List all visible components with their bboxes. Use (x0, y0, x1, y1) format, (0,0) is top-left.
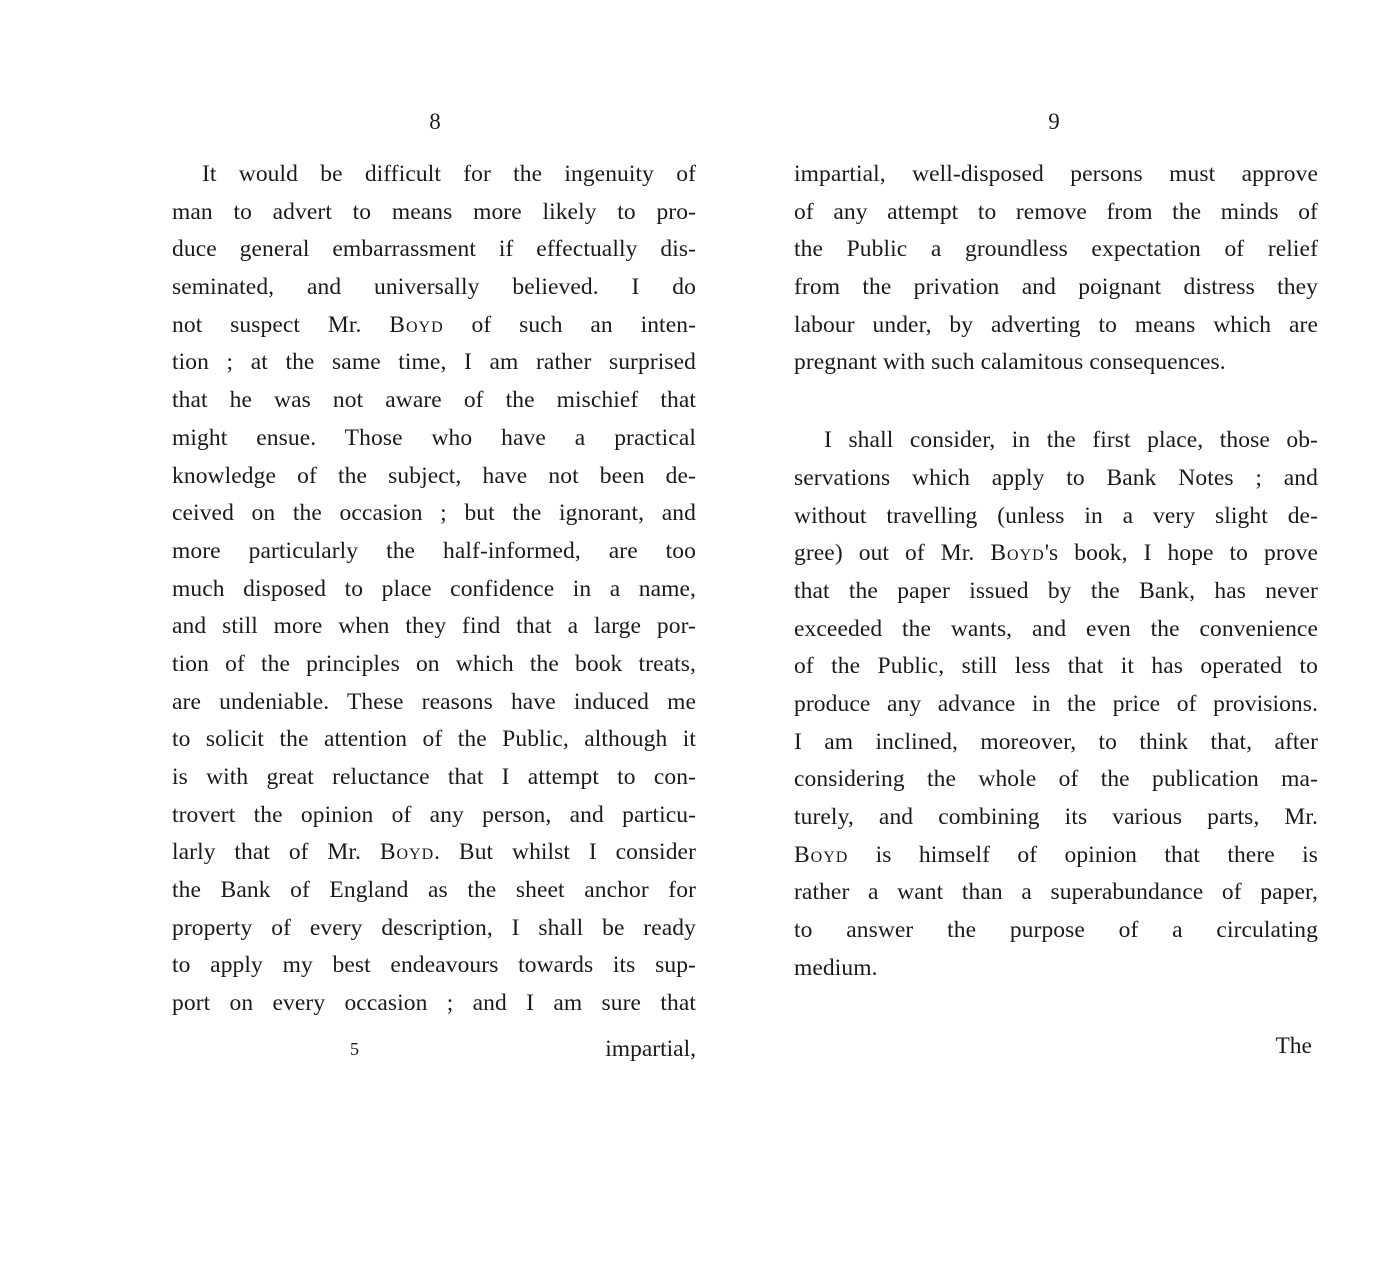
text-line: might ensue. Those who have a practical (172, 424, 696, 451)
text-line: duce general embarrassment if effectually dis- (172, 236, 696, 263)
text-line: turely, and combining its various parts, Mr. (794, 804, 1318, 830)
text-line: to answer the purpose of a circulating (794, 917, 1318, 944)
page-number-right: 9 (1048, 109, 1060, 134)
paragraph-gap (794, 382, 1318, 422)
text-line: much disposed to place confidence in a name, (172, 575, 696, 602)
text-segment: 's book, I hope to prove (1044, 540, 1318, 567)
text-segment: gree) out of Mr. (794, 540, 991, 567)
text-segment: of such an inten- (443, 311, 696, 338)
text-line: without travelling (unless in a very slight de- (794, 502, 1318, 529)
text-line (172, 307, 696, 345)
text-segment: not suspect Mr. (172, 311, 390, 338)
text-line: pregnant with such calamitous consequences. (794, 349, 1226, 376)
text-line: tion of the principles on which the book treats, (172, 650, 696, 677)
text-segment: . But whilst I consider (434, 839, 696, 866)
catchword-left: impartial, (605, 1036, 696, 1062)
name-smallcaps: Boyd (379, 839, 435, 866)
text-line: the Bank of England as the sheet anchor for (172, 877, 696, 904)
text-line: impartial, well-disposed persons must approve (794, 161, 1318, 187)
name-smallcaps: Boyd (990, 540, 1045, 567)
text-line: more particularly the half-informed, are too (172, 537, 696, 564)
text-line: exceeded the wants, and even the convenience (794, 615, 1318, 642)
text-line: man to advert to means more likely to pro- (172, 198, 696, 225)
text-line: that he was not aware of the mischief that (172, 387, 696, 414)
signature-mark: 5 (350, 1039, 359, 1059)
text-line: servations which apply to Bank Notes ; and (794, 464, 1318, 491)
text-line: considering the whole of the publication ma- (794, 766, 1318, 793)
text-line: and still more when they find that a large por- (172, 613, 696, 640)
left-page-text (172, 156, 696, 1023)
right-page-text (794, 156, 1318, 987)
text-line: from the privation and poignant distress they (794, 274, 1318, 301)
text-line: labour under, by adverting to means which are (794, 311, 1318, 338)
catchword-right: The (1275, 1033, 1312, 1059)
left-page-footer (172, 1030, 696, 1068)
text-line: trovert the opinion of any person, and particu- (172, 801, 696, 828)
text-segment: larly that of Mr. (172, 839, 380, 866)
text-line: that the paper issued by the Bank, has never (794, 577, 1318, 604)
text-line: medium. (794, 954, 878, 981)
page-number-left: 8 (429, 109, 441, 134)
text-line: I shall consider, in the first place, those ob- (824, 427, 1318, 454)
text-line (794, 535, 1318, 573)
text-line: ceived on the occasion ; but the ignorant, and (172, 500, 696, 527)
text-line: of the Public, still less that it has operated to (794, 653, 1318, 680)
name-smallcaps: Boyd (794, 841, 849, 868)
text-line: the Public a groundless expectation of relief (794, 236, 1318, 263)
text-line: to apply my best endeavours towards its sup- (172, 952, 696, 979)
text-segment: is himself of opinion that there is (848, 841, 1318, 868)
name-smallcaps: Boyd (389, 311, 444, 338)
text-line: tion ; at the same time, I am rather surprised (172, 349, 696, 376)
text-line: of any attempt to remove from the minds of (794, 198, 1318, 225)
text-line: seminated, and universally believed. I do (172, 274, 696, 301)
text-line: to solicit the attention of the Public, although it (172, 726, 696, 753)
text-line: is with great reluctance that I attempt to con- (172, 764, 696, 790)
text-line (794, 837, 1318, 875)
right-page-footer (794, 1027, 1318, 1065)
text-line (172, 834, 696, 872)
text-line: port on every occasion ; and I am sure that (172, 990, 696, 1017)
text-line: It would be difficult for the ingenuity of (202, 161, 696, 187)
text-line: I am inclined, moreover, to think that, after (794, 728, 1318, 755)
text-line: property of every description, I shall be ready (172, 914, 696, 941)
text-line: produce any advance in the price of provisions. (794, 690, 1318, 717)
text-line: rather a want than a superabundance of paper, (794, 879, 1318, 906)
text-line: knowledge of the subject, have not been de- (172, 462, 696, 489)
text-line: are undeniable. These reasons have induced me (172, 688, 696, 715)
